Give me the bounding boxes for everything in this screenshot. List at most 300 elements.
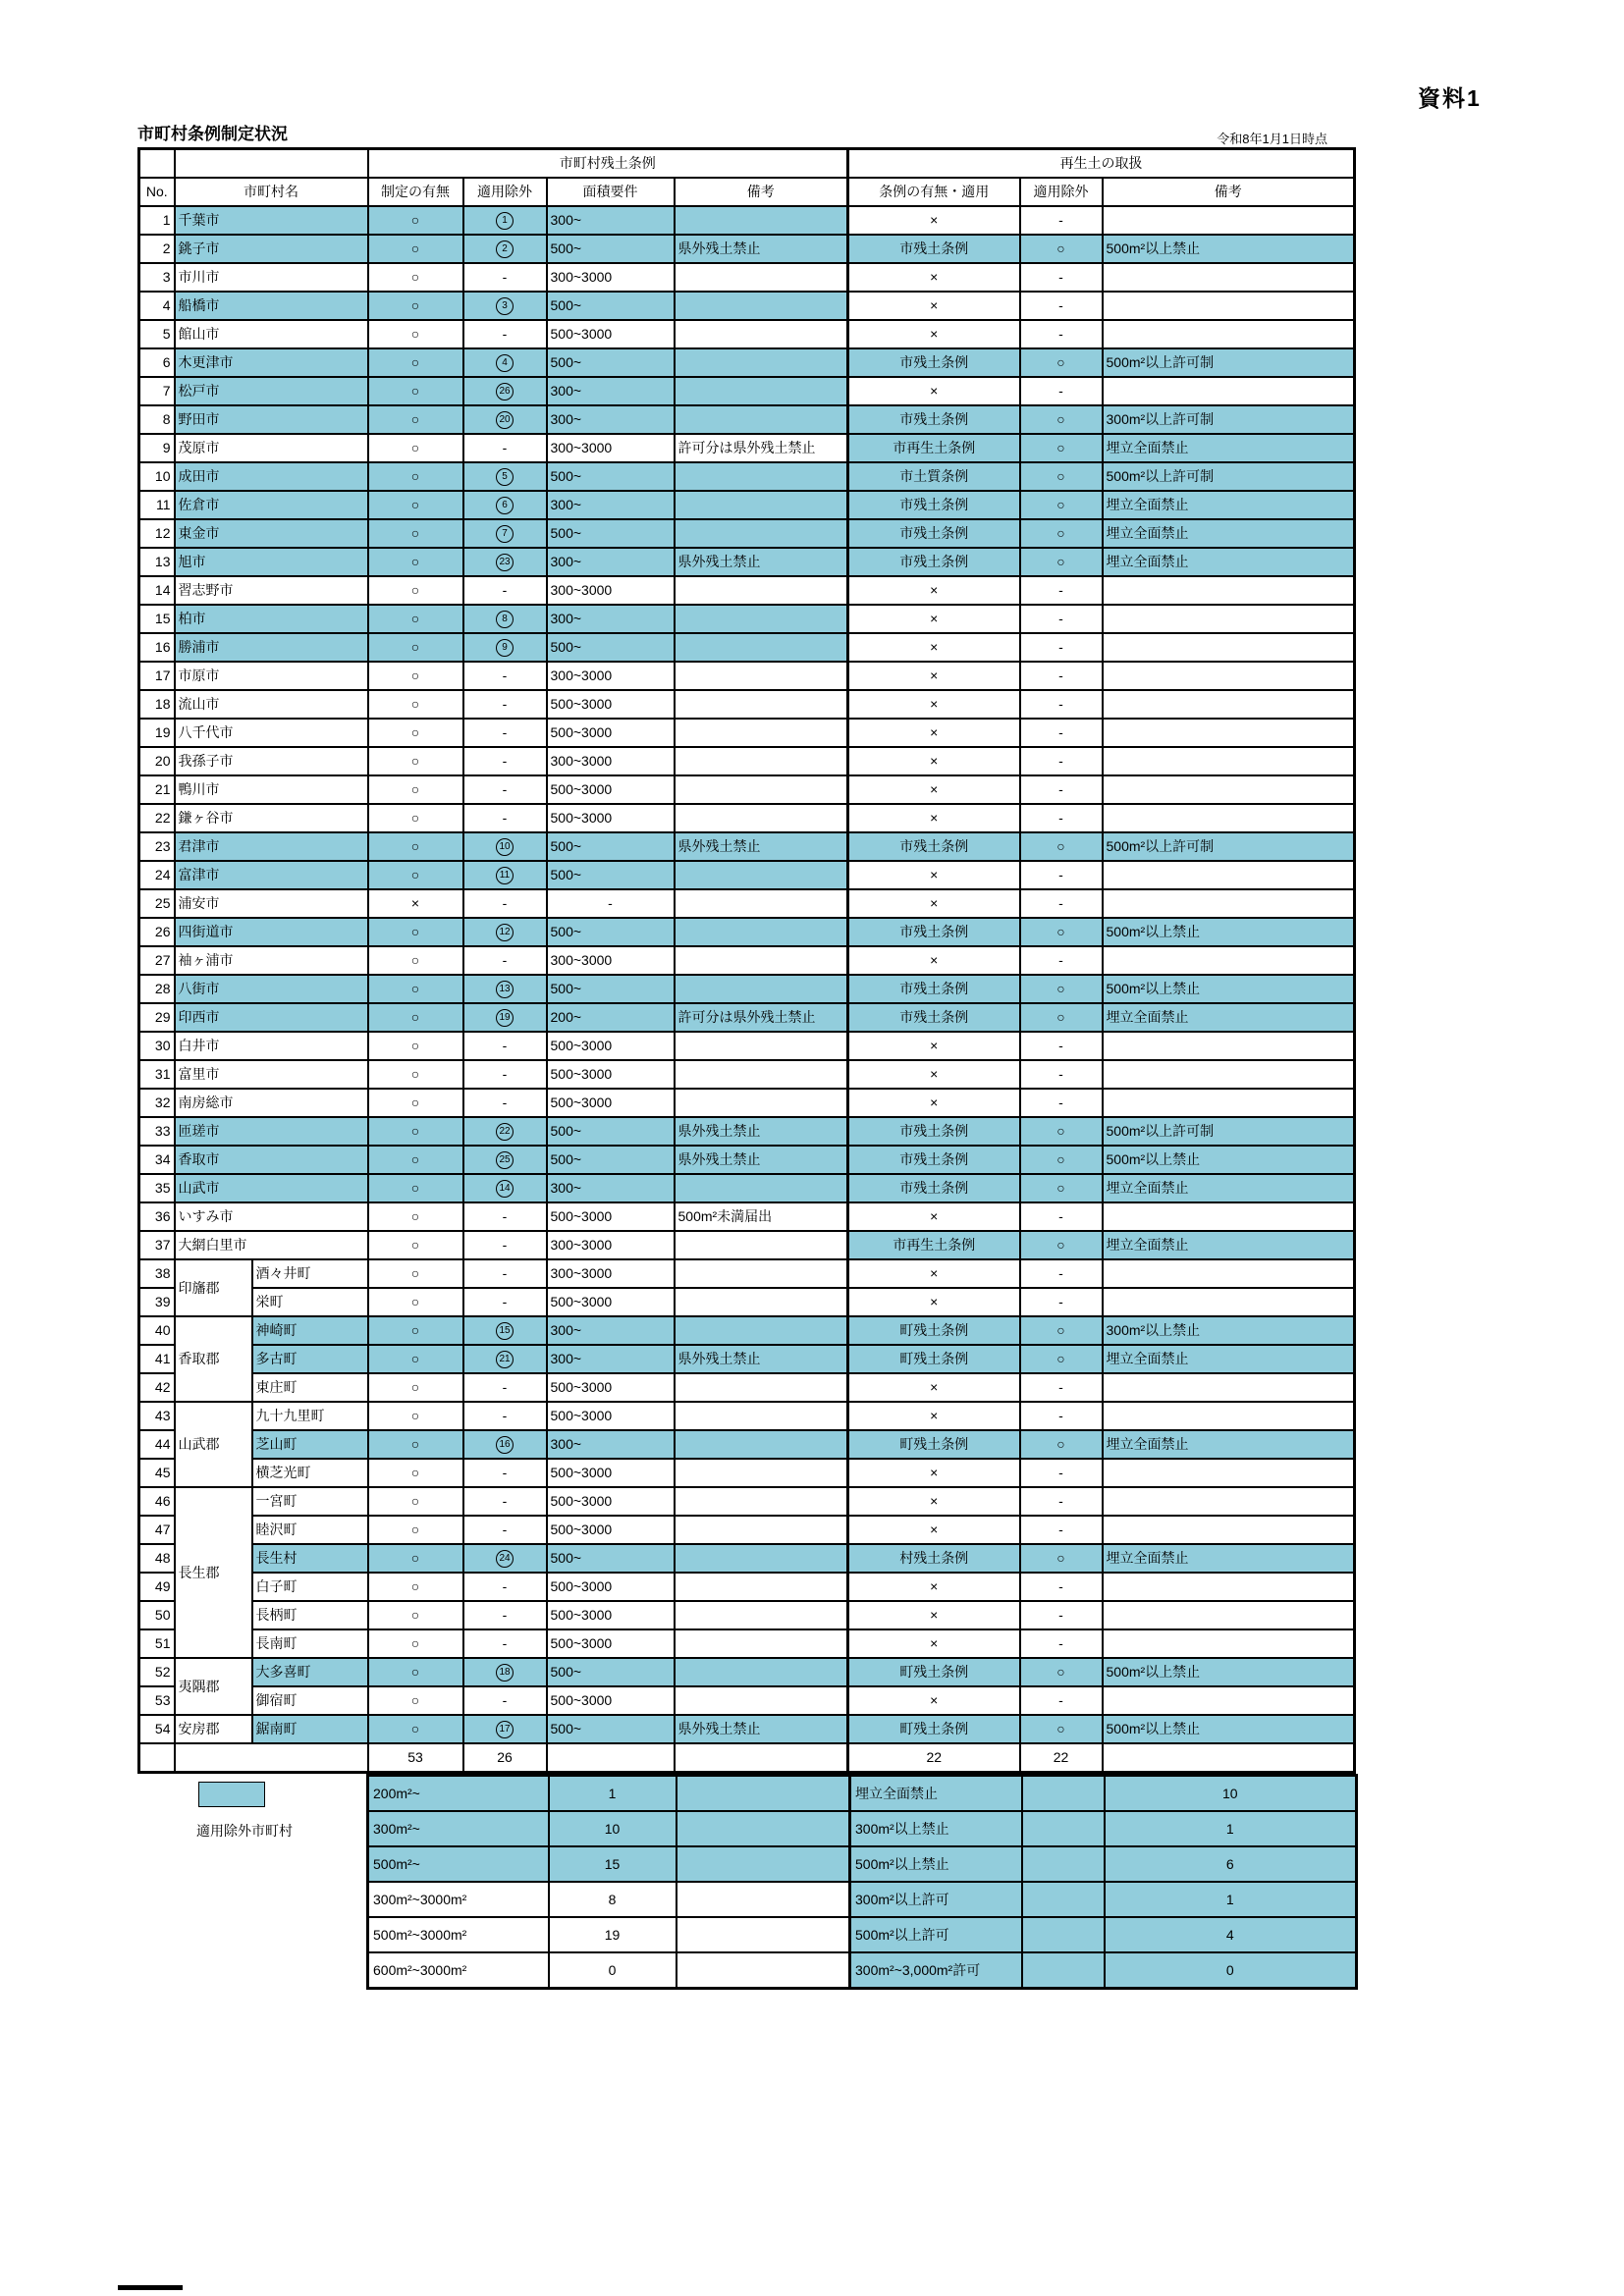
cell-notes xyxy=(675,1316,848,1345)
cell-exemption xyxy=(463,206,547,235)
cell-no: 13 xyxy=(139,548,175,576)
table-row xyxy=(139,377,1355,405)
table-row xyxy=(139,1089,1355,1117)
cell-ordinance-enacted: ○ xyxy=(368,1003,463,1032)
summary-area-range: 500m²~ xyxy=(368,1846,549,1882)
cell-recycled-exemption: - xyxy=(1020,1259,1103,1288)
cell-exemption: - xyxy=(463,263,547,292)
exempt-number-circle: 2 xyxy=(496,240,514,258)
legend-exempt-swatch xyxy=(198,1782,265,1807)
cell-recycled-notes xyxy=(1103,633,1355,662)
cell-municipality: 九十九里町 xyxy=(252,1402,368,1430)
cell-exemption xyxy=(463,1117,547,1146)
cell-recycled-ordinance: 市残土条例 xyxy=(848,1003,1020,1032)
cell-recycled-ordinance: × xyxy=(848,1202,1020,1231)
table-row xyxy=(139,690,1355,719)
cell-notes xyxy=(675,1231,848,1259)
cell-recycled-ordinance: 市残土条例 xyxy=(848,548,1020,576)
summary-area-count: 19 xyxy=(549,1917,677,1952)
cell-area-requirement: 500~ xyxy=(547,1715,675,1743)
cell-municipality: 浦安市 xyxy=(175,889,368,918)
cell-ordinance-enacted: ○ xyxy=(368,975,463,1003)
cell-municipality: 南房総市 xyxy=(175,1089,368,1117)
cell-recycled-ordinance: × xyxy=(848,1259,1020,1288)
cell-no: 28 xyxy=(139,975,175,1003)
cell-ordinance-enacted: ○ xyxy=(368,1174,463,1202)
cell-recycled-ordinance: 市残土条例 xyxy=(848,491,1020,519)
cell-area-requirement: 500~ xyxy=(547,633,675,662)
cell-notes xyxy=(675,1430,848,1459)
document-tag: 資料1 xyxy=(1418,85,1482,111)
cell-recycled-notes xyxy=(1103,1516,1355,1544)
table-row xyxy=(139,804,1355,832)
cell-notes xyxy=(675,1288,848,1316)
cell-notes xyxy=(675,1402,848,1430)
table-row xyxy=(139,292,1355,320)
cell-exemption: - xyxy=(463,1373,547,1402)
cell-municipality: 君津市 xyxy=(175,832,368,861)
col-header-recycled-ordinance: 条例の有無・適用 xyxy=(848,178,1020,206)
cell-ordinance-enacted: ○ xyxy=(368,1117,463,1146)
cell-recycled-ordinance: × xyxy=(848,1459,1020,1487)
legend xyxy=(196,1782,363,1841)
cell-exemption: - xyxy=(463,1573,547,1601)
cell-notes: 県外残土禁止 xyxy=(675,1117,848,1146)
cell-ordinance-enacted: × xyxy=(368,889,463,918)
cell-no: 1 xyxy=(139,206,175,235)
cell-exemption xyxy=(463,292,547,320)
cell-recycled-ordinance: 市残土条例 xyxy=(848,235,1020,263)
cell-ordinance-enacted: ○ xyxy=(368,1686,463,1715)
cell-area-requirement: 500~3000 xyxy=(547,1686,675,1715)
cell-county: 印旛郡 xyxy=(175,1259,252,1316)
cell-recycled-ordinance: 市残土条例 xyxy=(848,1174,1020,1202)
cell-exemption: - xyxy=(463,690,547,719)
table-row xyxy=(139,519,1355,548)
cell-recycled-ordinance: × xyxy=(848,1089,1020,1117)
totals-recycled-ordinance: 22 xyxy=(848,1743,1020,1773)
cell-ordinance-enacted: ○ xyxy=(368,1430,463,1459)
cell-no: 35 xyxy=(139,1174,175,1202)
cell-exemption xyxy=(463,1146,547,1174)
cell-recycled-notes xyxy=(1103,889,1355,918)
summary-area-spacer xyxy=(677,1846,850,1882)
exempt-number-circle: 7 xyxy=(496,525,514,543)
cell-ordinance-enacted: ○ xyxy=(368,1544,463,1573)
table-row xyxy=(139,719,1355,747)
cell-recycled-ordinance: × xyxy=(848,1516,1020,1544)
cell-recycled-notes xyxy=(1103,747,1355,775)
cell-recycled-ordinance: × xyxy=(848,662,1020,690)
cell-no: 21 xyxy=(139,775,175,804)
cell-no: 47 xyxy=(139,1516,175,1544)
cell-municipality: 銚子市 xyxy=(175,235,368,263)
cell-ordinance-enacted: ○ xyxy=(368,462,463,491)
cell-area-requirement: 500~3000 xyxy=(547,1601,675,1629)
cell-exemption: - xyxy=(463,1487,547,1516)
cell-municipality: 旭市 xyxy=(175,548,368,576)
cell-recycled-exemption: - xyxy=(1020,605,1103,633)
cell-ordinance-enacted: ○ xyxy=(368,519,463,548)
cell-recycled-notes: 埋立全面禁止 xyxy=(1103,1174,1355,1202)
cell-recycled-notes: 500m²以上禁止 xyxy=(1103,235,1355,263)
cell-recycled-ordinance: × xyxy=(848,1573,1020,1601)
cell-recycled-exemption: - xyxy=(1020,1459,1103,1487)
exempt-number-circle: 19 xyxy=(496,1009,514,1027)
cell-no: 11 xyxy=(139,491,175,519)
cell-no: 38 xyxy=(139,1259,175,1288)
cell-no: 7 xyxy=(139,377,175,405)
cell-notes xyxy=(675,946,848,975)
summary-row xyxy=(368,1776,1357,1812)
cell-exemption xyxy=(463,1658,547,1686)
cell-ordinance-enacted: ○ xyxy=(368,719,463,747)
cell-no: 19 xyxy=(139,719,175,747)
cell-no: 54 xyxy=(139,1715,175,1743)
totals-blank-no xyxy=(139,1743,175,1773)
col-header-recycled-exempt: 適用除外 xyxy=(1020,178,1103,206)
summary-table xyxy=(366,1774,1358,1990)
cell-ordinance-enacted: ○ xyxy=(368,377,463,405)
cell-ordinance-enacted: ○ xyxy=(368,348,463,377)
cell-notes: 県外残土禁止 xyxy=(675,1345,848,1373)
cell-no: 25 xyxy=(139,889,175,918)
cell-notes xyxy=(675,633,848,662)
table-row xyxy=(139,1231,1355,1259)
cell-recycled-exemption: ○ xyxy=(1020,918,1103,946)
cell-exemption xyxy=(463,491,547,519)
section-header-right: 再生土の取扱 xyxy=(848,149,1355,179)
summary-recycled-rule: 500m²以上禁止 xyxy=(850,1846,1022,1882)
cell-exemption: - xyxy=(463,775,547,804)
cell-recycled-ordinance: 市残土条例 xyxy=(848,832,1020,861)
cell-ordinance-enacted: ○ xyxy=(368,1658,463,1686)
cell-municipality: 大多喜町 xyxy=(252,1658,368,1686)
cell-exemption: - xyxy=(463,946,547,975)
cell-ordinance-enacted: ○ xyxy=(368,605,463,633)
cell-no: 37 xyxy=(139,1231,175,1259)
cell-area-requirement: 300~3000 xyxy=(547,1259,675,1288)
cell-municipality: 木更津市 xyxy=(175,348,368,377)
cell-recycled-exemption: - xyxy=(1020,690,1103,719)
cell-municipality: 栄町 xyxy=(252,1288,368,1316)
exempt-number-circle: 15 xyxy=(496,1322,514,1340)
totals-recycled-exempt: 22 xyxy=(1020,1743,1103,1773)
cell-ordinance-enacted: ○ xyxy=(368,1231,463,1259)
table-row xyxy=(139,206,1355,235)
cell-exemption xyxy=(463,1430,547,1459)
cell-area-requirement: 500~3000 xyxy=(547,1288,675,1316)
cell-exemption: - xyxy=(463,1288,547,1316)
totals-blank-recycled-notes xyxy=(1103,1743,1355,1773)
cell-ordinance-enacted: ○ xyxy=(368,1089,463,1117)
cell-notes: 許可分は県外残土禁止 xyxy=(675,434,848,462)
cell-recycled-exemption: ○ xyxy=(1020,348,1103,377)
exempt-number-circle: 10 xyxy=(496,838,514,856)
cell-recycled-notes xyxy=(1103,662,1355,690)
exempt-number-circle: 16 xyxy=(496,1436,514,1454)
cell-area-requirement: 500~ xyxy=(547,832,675,861)
cell-recycled-notes xyxy=(1103,1459,1355,1487)
cell-ordinance-enacted: ○ xyxy=(368,1487,463,1516)
cell-ordinance-enacted: ○ xyxy=(368,946,463,975)
cell-notes xyxy=(675,1174,848,1202)
cell-no: 41 xyxy=(139,1345,175,1373)
cell-exemption xyxy=(463,1715,547,1743)
cell-no: 39 xyxy=(139,1288,175,1316)
cell-recycled-notes xyxy=(1103,1573,1355,1601)
cell-notes xyxy=(675,1544,848,1573)
cell-ordinance-enacted: ○ xyxy=(368,235,463,263)
cell-no: 50 xyxy=(139,1601,175,1629)
cell-area-requirement: 300~3000 xyxy=(547,1231,675,1259)
cell-exemption: - xyxy=(463,1202,547,1231)
header-blank-name xyxy=(175,149,368,179)
cell-ordinance-enacted: ○ xyxy=(368,1373,463,1402)
exempt-number-circle: 25 xyxy=(496,1151,514,1169)
cell-notes xyxy=(675,491,848,519)
cell-notes xyxy=(675,1032,848,1060)
cell-no: 15 xyxy=(139,605,175,633)
cell-recycled-exemption: - xyxy=(1020,206,1103,235)
cell-recycled-notes xyxy=(1103,775,1355,804)
cell-recycled-exemption: - xyxy=(1020,1032,1103,1060)
cell-municipality: 一宮町 xyxy=(252,1487,368,1516)
cell-recycled-exemption: - xyxy=(1020,719,1103,747)
table-row xyxy=(139,1573,1355,1601)
cell-recycled-notes xyxy=(1103,292,1355,320)
cell-no: 42 xyxy=(139,1373,175,1402)
cell-recycled-notes xyxy=(1103,861,1355,889)
cell-notes xyxy=(675,861,848,889)
cell-notes: 県外残土禁止 xyxy=(675,832,848,861)
cell-no: 40 xyxy=(139,1316,175,1345)
table-row xyxy=(139,1629,1355,1658)
cell-recycled-exemption: - xyxy=(1020,1601,1103,1629)
cell-exemption xyxy=(463,519,547,548)
cell-area-requirement: 300~ xyxy=(547,1345,675,1373)
cell-area-requirement: 500~3000 xyxy=(547,1202,675,1231)
cell-recycled-ordinance: × xyxy=(848,377,1020,405)
cell-area-requirement: 300~3000 xyxy=(547,434,675,462)
cell-municipality: 佐倉市 xyxy=(175,491,368,519)
summary-recycled-spacer xyxy=(1022,1917,1105,1952)
cell-notes xyxy=(675,263,848,292)
cell-recycled-ordinance: × xyxy=(848,292,1020,320)
table-row xyxy=(139,1174,1355,1202)
cell-no: 10 xyxy=(139,462,175,491)
cell-recycled-notes xyxy=(1103,263,1355,292)
table-row xyxy=(139,1715,1355,1743)
cell-municipality: 芝山町 xyxy=(252,1430,368,1459)
cell-recycled-exemption: - xyxy=(1020,1202,1103,1231)
cell-municipality: 神崎町 xyxy=(252,1316,368,1345)
cell-municipality: 袖ヶ浦市 xyxy=(175,946,368,975)
summary-area-count: 15 xyxy=(549,1846,677,1882)
cell-recycled-notes: 埋立全面禁止 xyxy=(1103,434,1355,462)
cell-exemption xyxy=(463,975,547,1003)
cell-no: 51 xyxy=(139,1629,175,1658)
table-row xyxy=(139,1003,1355,1032)
cell-recycled-exemption: ○ xyxy=(1020,235,1103,263)
section-header-left: 市町村残土条例 xyxy=(368,149,848,179)
cell-area-requirement: 500~3000 xyxy=(547,804,675,832)
cell-recycled-ordinance: 市残土条例 xyxy=(848,405,1020,434)
cell-recycled-ordinance: × xyxy=(848,889,1020,918)
cell-ordinance-enacted: ○ xyxy=(368,1032,463,1060)
table-row xyxy=(139,975,1355,1003)
cell-municipality: 白子町 xyxy=(252,1573,368,1601)
cell-area-requirement: 500~ xyxy=(547,462,675,491)
cell-exemption: - xyxy=(463,1259,547,1288)
cell-area-requirement: 500~3000 xyxy=(547,1629,675,1658)
cell-county: 夷隅郡 xyxy=(175,1658,252,1715)
cell-municipality: 東金市 xyxy=(175,519,368,548)
exempt-number-circle: 3 xyxy=(496,297,514,315)
cell-recycled-notes xyxy=(1103,946,1355,975)
exempt-number-circle: 18 xyxy=(496,1664,514,1682)
cell-recycled-exemption: - xyxy=(1020,1487,1103,1516)
table-row xyxy=(139,1516,1355,1544)
cell-area-requirement: 500~3000 xyxy=(547,320,675,348)
cell-recycled-ordinance: × xyxy=(848,1629,1020,1658)
page-edge-mark xyxy=(118,2285,183,2290)
summary-recycled-rule: 300m²以上禁止 xyxy=(850,1811,1022,1846)
cell-recycled-notes xyxy=(1103,1060,1355,1089)
cell-area-requirement: 300~ xyxy=(547,206,675,235)
cell-ordinance-enacted: ○ xyxy=(368,1459,463,1487)
cell-municipality: 御宿町 xyxy=(252,1686,368,1715)
cell-municipality: 鋸南町 xyxy=(252,1715,368,1743)
cell-notes xyxy=(675,775,848,804)
cell-exemption: - xyxy=(463,1060,547,1089)
cell-recycled-exemption: ○ xyxy=(1020,1544,1103,1573)
cell-ordinance-enacted: ○ xyxy=(368,1601,463,1629)
table-row xyxy=(139,1202,1355,1231)
cell-municipality: 四街道市 xyxy=(175,918,368,946)
cell-no: 18 xyxy=(139,690,175,719)
summary-area-spacer xyxy=(677,1882,850,1917)
cell-exemption xyxy=(463,633,547,662)
cell-no: 16 xyxy=(139,633,175,662)
table-row xyxy=(139,1402,1355,1430)
totals-blank-notes xyxy=(675,1743,848,1773)
summary-area-count: 10 xyxy=(549,1811,677,1846)
cell-exemption xyxy=(463,377,547,405)
cell-ordinance-enacted: ○ xyxy=(368,633,463,662)
cell-ordinance-enacted: ○ xyxy=(368,1146,463,1174)
cell-recycled-exemption: - xyxy=(1020,662,1103,690)
cell-municipality: 成田市 xyxy=(175,462,368,491)
cell-notes xyxy=(675,975,848,1003)
cell-ordinance-enacted: ○ xyxy=(368,576,463,605)
table-row xyxy=(139,1316,1355,1345)
cell-area-requirement: 500~3000 xyxy=(547,1373,675,1402)
cell-recycled-ordinance: 市残土条例 xyxy=(848,519,1020,548)
cell-ordinance-enacted: ○ xyxy=(368,690,463,719)
summary-recycled-count: 0 xyxy=(1105,1952,1357,1989)
cell-recycled-notes: 500m²以上禁止 xyxy=(1103,1715,1355,1743)
cell-notes xyxy=(675,320,848,348)
summary-area-spacer xyxy=(677,1811,850,1846)
cell-ordinance-enacted: ○ xyxy=(368,292,463,320)
cell-no: 46 xyxy=(139,1487,175,1516)
cell-area-requirement: 500~ xyxy=(547,1544,675,1573)
cell-ordinance-enacted: ○ xyxy=(368,804,463,832)
cell-area-requirement: 300~ xyxy=(547,377,675,405)
summary-area-spacer xyxy=(677,1917,850,1952)
cell-exemption: - xyxy=(463,889,547,918)
cell-municipality: 勝浦市 xyxy=(175,633,368,662)
exempt-number-circle: 20 xyxy=(496,411,514,429)
cell-county: 山武郡 xyxy=(175,1402,252,1487)
col-header-name: 市町村名 xyxy=(175,178,368,206)
totals-blank-area xyxy=(547,1743,675,1773)
cell-recycled-notes: 500m²以上禁止 xyxy=(1103,1146,1355,1174)
cell-notes: 県外残土禁止 xyxy=(675,235,848,263)
table-row xyxy=(139,576,1355,605)
cell-ordinance-enacted: ○ xyxy=(368,1715,463,1743)
cell-municipality: 山武市 xyxy=(175,1174,368,1202)
cell-ordinance-enacted: ○ xyxy=(368,434,463,462)
cell-recycled-exemption: - xyxy=(1020,861,1103,889)
cell-area-requirement: 500~ xyxy=(547,1117,675,1146)
cell-notes xyxy=(675,348,848,377)
cell-recycled-ordinance: × xyxy=(848,861,1020,889)
exempt-number-circle: 13 xyxy=(496,981,514,998)
cell-no: 29 xyxy=(139,1003,175,1032)
table-row xyxy=(139,1459,1355,1487)
table-row xyxy=(139,548,1355,576)
exempt-number-circle: 1 xyxy=(496,212,514,230)
cell-recycled-ordinance: 市土質条例 xyxy=(848,462,1020,491)
cell-recycled-ordinance: × xyxy=(848,1060,1020,1089)
cell-area-requirement: 300~ xyxy=(547,1174,675,1202)
totals-exempt: 26 xyxy=(463,1743,547,1773)
table-row xyxy=(139,235,1355,263)
table-row xyxy=(139,434,1355,462)
summary-recycled-count: 1 xyxy=(1105,1882,1357,1917)
cell-municipality: 習志野市 xyxy=(175,576,368,605)
cell-notes xyxy=(675,1686,848,1715)
exempt-number-circle: 24 xyxy=(496,1550,514,1568)
cell-recycled-ordinance: 市残土条例 xyxy=(848,975,1020,1003)
cell-no: 5 xyxy=(139,320,175,348)
cell-notes xyxy=(675,662,848,690)
cell-recycled-ordinance: × xyxy=(848,633,1020,662)
cell-recycled-exemption: ○ xyxy=(1020,975,1103,1003)
table-row xyxy=(139,889,1355,918)
cell-county: 香取郡 xyxy=(175,1316,252,1402)
cell-recycled-notes xyxy=(1103,1629,1355,1658)
cell-recycled-ordinance: 町残土条例 xyxy=(848,1658,1020,1686)
cell-notes xyxy=(675,576,848,605)
cell-notes xyxy=(675,690,848,719)
cell-area-requirement: 300~3000 xyxy=(547,263,675,292)
cell-exemption: - xyxy=(463,662,547,690)
cell-no: 4 xyxy=(139,292,175,320)
cell-ordinance-enacted: ○ xyxy=(368,1060,463,1089)
cell-notes xyxy=(675,804,848,832)
cell-area-requirement: - xyxy=(547,889,675,918)
cell-recycled-notes: 500m²以上許可制 xyxy=(1103,462,1355,491)
cell-area-requirement: 300~ xyxy=(547,605,675,633)
exempt-number-circle: 14 xyxy=(496,1180,514,1198)
cell-exemption: - xyxy=(463,1459,547,1487)
cell-recycled-notes xyxy=(1103,1601,1355,1629)
cell-recycled-exemption: ○ xyxy=(1020,1658,1103,1686)
cell-recycled-notes: 300m²以上禁止 xyxy=(1103,1316,1355,1345)
